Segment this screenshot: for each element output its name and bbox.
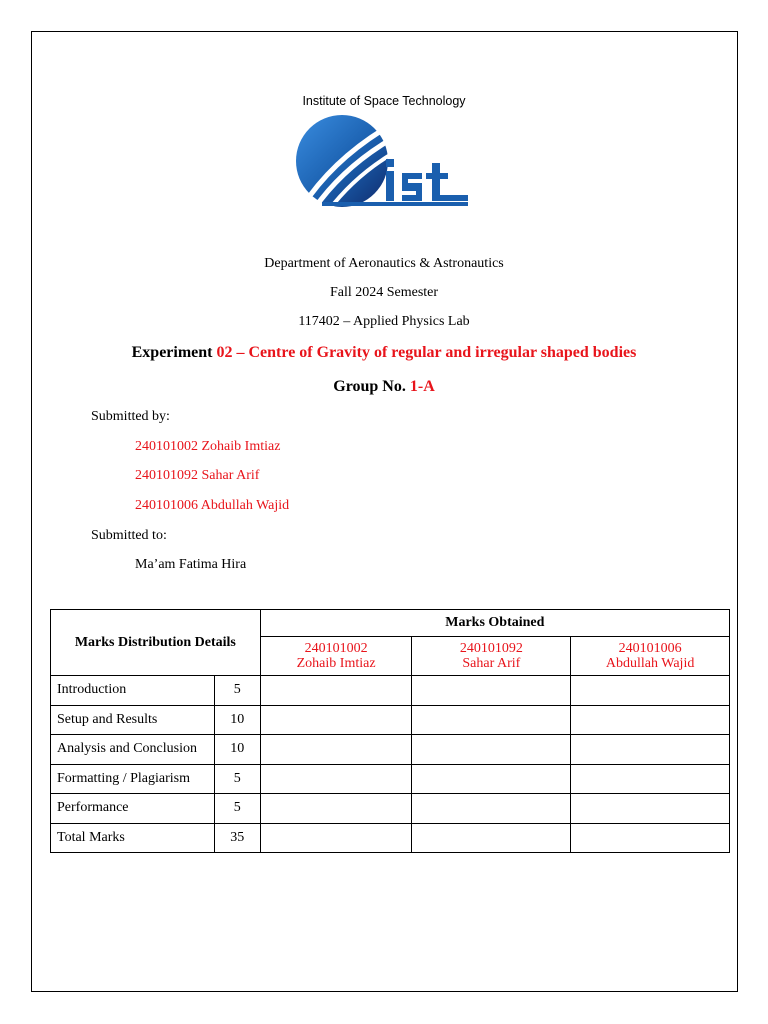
criterion-cell: Performance xyxy=(51,794,215,824)
member-1: 240101002 Zohaib Imtiaz xyxy=(135,439,281,454)
marks-cell[interactable] xyxy=(412,823,571,853)
institute-name: Institute of Space Technology xyxy=(302,94,466,108)
table-row xyxy=(51,735,730,765)
group-id: 1-A xyxy=(409,378,435,395)
criterion-cell: Formatting / Plagiarism xyxy=(51,764,215,794)
marks-cell[interactable] xyxy=(412,764,571,794)
marks-distribution-header: Marks Distribution Details xyxy=(51,610,261,676)
marks-cell[interactable] xyxy=(412,794,571,824)
group-prefix: Group No. xyxy=(333,378,410,395)
student-header-2 xyxy=(412,637,571,676)
table-row xyxy=(51,676,730,706)
ist-logo-icon xyxy=(292,111,472,213)
marks-cell[interactable] xyxy=(260,705,412,735)
table-row xyxy=(51,794,730,824)
student-id: 240101006 xyxy=(618,641,682,656)
student-header-1 xyxy=(260,637,412,676)
submitted-to-label: Submitted to: xyxy=(91,528,167,543)
instructor-name: Ma’am Fatima Hira xyxy=(135,557,247,572)
table-row xyxy=(51,705,730,735)
max-marks-cell: 5 xyxy=(214,676,260,706)
max-marks-cell: 5 xyxy=(214,764,260,794)
submitted-by-label: Submitted by: xyxy=(91,409,170,424)
max-marks-cell: 10 xyxy=(214,735,260,765)
max-marks-cell: 5 xyxy=(214,794,260,824)
ist-logo xyxy=(292,111,472,218)
course-line: 117402 – Applied Physics Lab xyxy=(298,314,470,329)
semester-line: Fall 2024 Semester xyxy=(329,285,439,300)
member-3: 240101006 Abdullah Wajid xyxy=(135,498,290,513)
max-marks-cell: 10 xyxy=(214,705,260,735)
marks-cell[interactable] xyxy=(412,735,571,765)
student-id: 240101092 xyxy=(459,641,523,656)
marks-cell[interactable] xyxy=(571,794,730,824)
marks-cell[interactable] xyxy=(260,794,412,824)
marks-cell[interactable] xyxy=(260,764,412,794)
marks-cell[interactable] xyxy=(571,764,730,794)
criterion-cell: Setup and Results xyxy=(51,705,215,735)
group-number xyxy=(0,378,768,396)
student-header-3 xyxy=(571,637,730,676)
student-name: Zohaib Imtiaz xyxy=(296,656,376,671)
experiment-title xyxy=(0,344,768,362)
max-marks-cell: 35 xyxy=(214,823,260,853)
student-id: 240101002 xyxy=(304,641,368,656)
student-name: Sahar Arif xyxy=(462,656,521,671)
criterion-cell: Introduction xyxy=(51,676,215,706)
student-name: Abdullah Wajid xyxy=(605,656,695,671)
marks-table xyxy=(50,609,730,853)
marks-cell[interactable] xyxy=(260,676,412,706)
marks-cell[interactable] xyxy=(571,676,730,706)
marks-obtained-header: Marks Obtained xyxy=(260,610,729,637)
table-header-row xyxy=(51,610,730,637)
criterion-cell: Total Marks xyxy=(51,823,215,853)
marks-cell[interactable] xyxy=(571,705,730,735)
member-2: 240101092 Sahar Arif xyxy=(135,468,260,483)
experiment-name: 02 – Centre of Gravity of regular and irregular shaped bodies xyxy=(216,344,637,361)
experiment-prefix: Experiment xyxy=(131,344,217,361)
criterion-cell: Analysis and Conclusion xyxy=(51,735,215,765)
marks-cell[interactable] xyxy=(260,823,412,853)
department-line: Department of Aeronautics & Astronautics xyxy=(264,256,504,271)
marks-cell[interactable] xyxy=(571,735,730,765)
marks-cell[interactable] xyxy=(412,676,571,706)
marks-cell[interactable] xyxy=(412,705,571,735)
table-row xyxy=(51,823,730,853)
marks-cell[interactable] xyxy=(260,735,412,765)
marks-cell[interactable] xyxy=(571,823,730,853)
table-row xyxy=(51,764,730,794)
